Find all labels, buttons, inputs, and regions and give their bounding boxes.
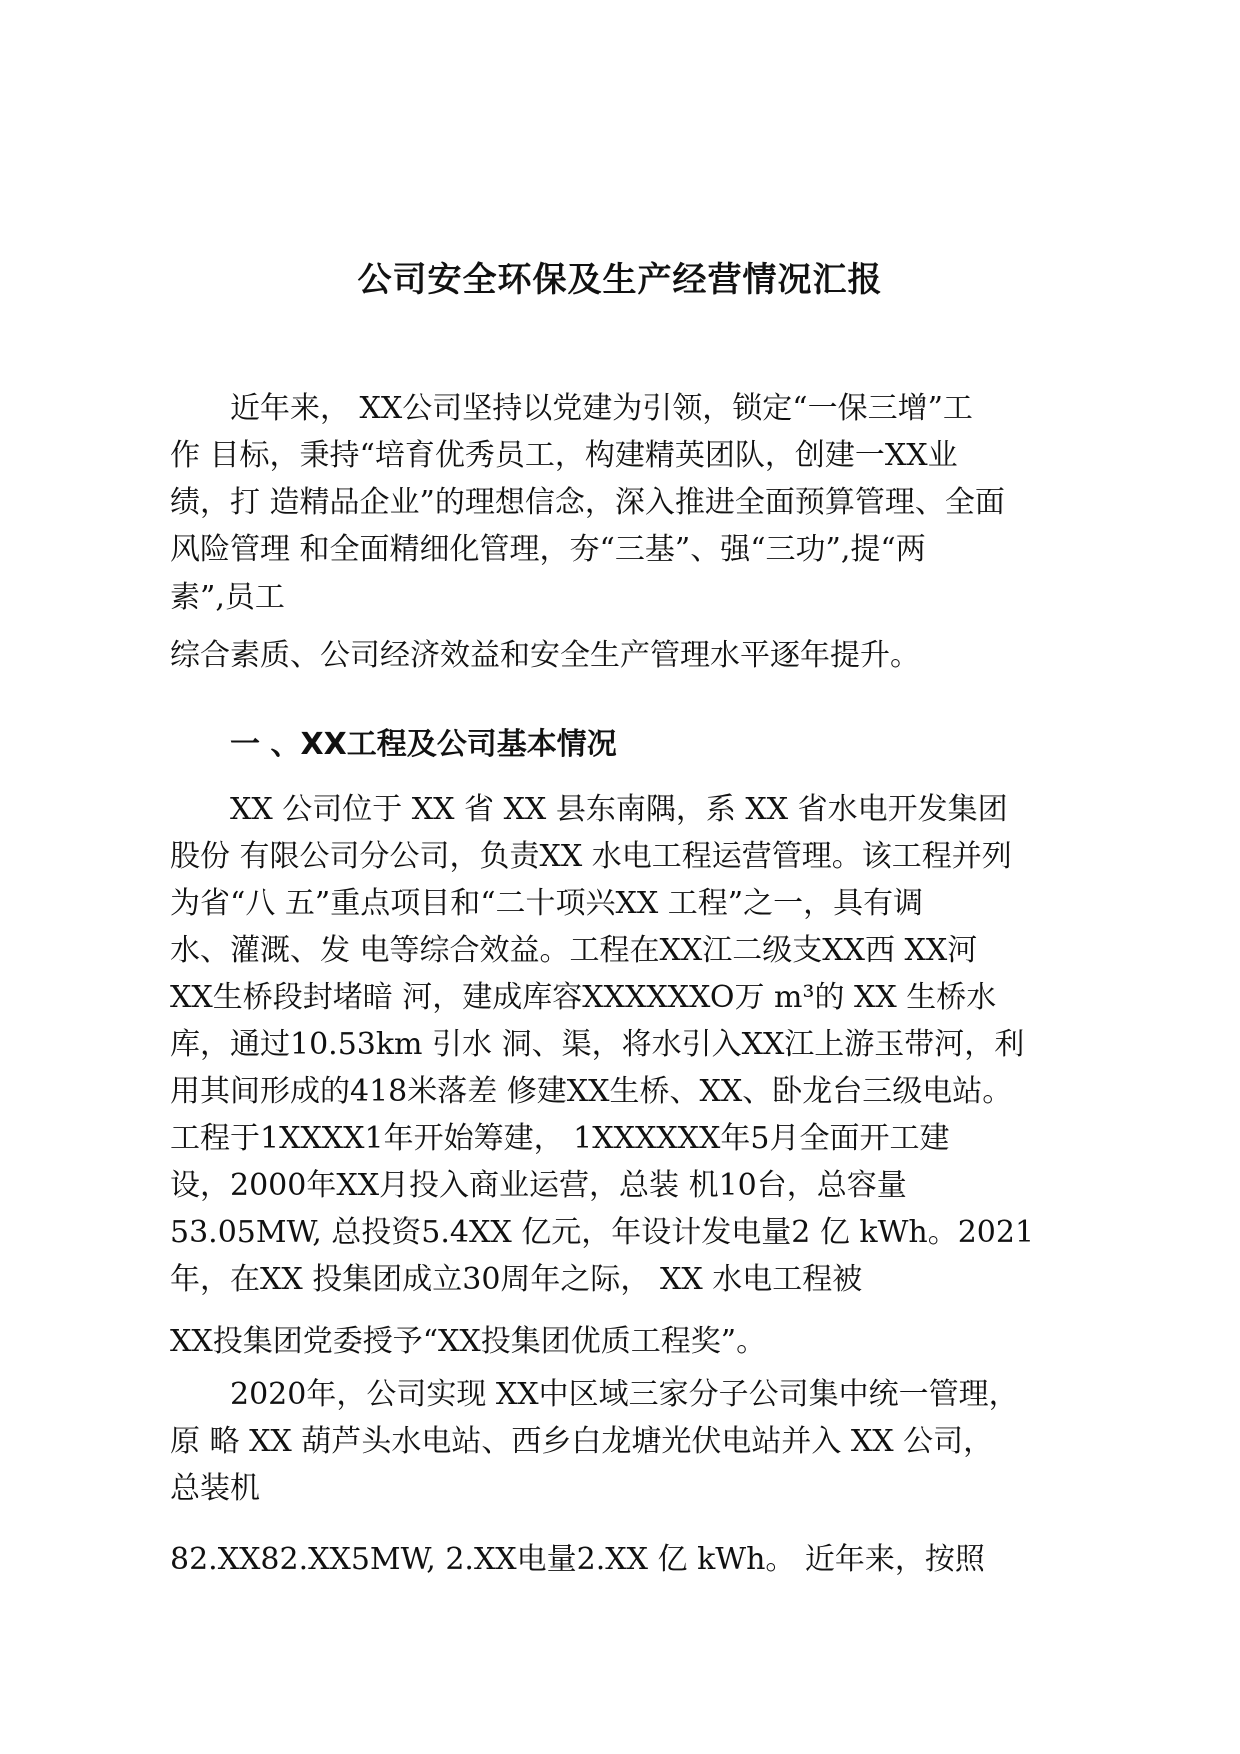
paragraph-line: 近年来， XX公司坚持以党建为引领，锁定“一保三增”工 [230, 391, 973, 426]
paragraph-line: 2020年，公司实现 XX中区域三家分子公司集中统一管理， [230, 1377, 1019, 1412]
paragraph-line: 综合素质、公司经济效益和安全生产管理水平逐年提升。 [170, 638, 920, 673]
paragraph-line: 53.05MW, 总投资5.4XX 亿元，年设计发电量2 亿 kWh。2021 [170, 1215, 1035, 1250]
paragraph-line: 用其间形成的418米落差 修建XX生桥、XX、卧龙台三级电站。 [170, 1074, 1013, 1109]
paragraph-line: 为省“八 五”重点项目和“二十项兴XX 工程”之一，具有调 [170, 886, 924, 921]
paragraph-line: 年，在XX 投集团成立30周年之际， XX 水电工程被 [170, 1262, 863, 1297]
paragraph-line: XX投集团党委授予“XX投集团优质工程奖”。 [170, 1324, 767, 1359]
paragraph-line: 素”,员工 [170, 580, 285, 615]
paragraph-line: 设，2000年XX月投入商业运营，总装 机10台，总容量 [170, 1168, 907, 1203]
paragraph-line: 绩，打 造精品企业”的理想信念，深入推进全面预算管理、全面 [170, 485, 1005, 520]
paragraph-line: XX生桥段封堵暗 河，建成库容XXXXXXO万 m³的 XX 生桥水 [170, 980, 997, 1015]
paragraph-line: 总装机 [170, 1471, 260, 1506]
paragraph-line: 水、灌溉、发 电等综合效益。工程在XX江二级支XX西 XX河 [170, 933, 978, 968]
document-title: 公司安全环保及生产经营情况汇报 [357, 260, 883, 300]
section-heading: 一 、XX工程及公司基本情况 [230, 727, 617, 762]
paragraph-line: 库，通过10.53km 引水 洞、渠，将水引入XX江上游玉带河，利 [170, 1027, 1025, 1062]
paragraph-line: 原 略 XX 葫芦头水电站、西乡白龙塘光伏电站并入 XX 公司， [170, 1424, 994, 1459]
paragraph-line: 作 目标，秉持“培育优秀员工，构建精英团队，创建一XX业 [170, 438, 958, 473]
paragraph-line: 82.XX82.XX5MW, 2.XX电量2.XX 亿 kWh。 近年来，按照 [170, 1542, 985, 1577]
paragraph-line: 工程于1XXXX1年开始筹建， 1XXXXXX年5月全面开工建 [170, 1121, 950, 1156]
paragraph-line: 股份 有限公司分公司，负责XX 水电工程运营管理。该工程并列 [170, 839, 1012, 874]
paragraph-line: XX 公司位于 XX 省 XX 县东南隅，系 XX 省水电开发集团 [230, 792, 1008, 827]
paragraph-line: 风险管理 和全面精细化管理，夯“三基”、强“三功”,提“两 [170, 532, 926, 567]
